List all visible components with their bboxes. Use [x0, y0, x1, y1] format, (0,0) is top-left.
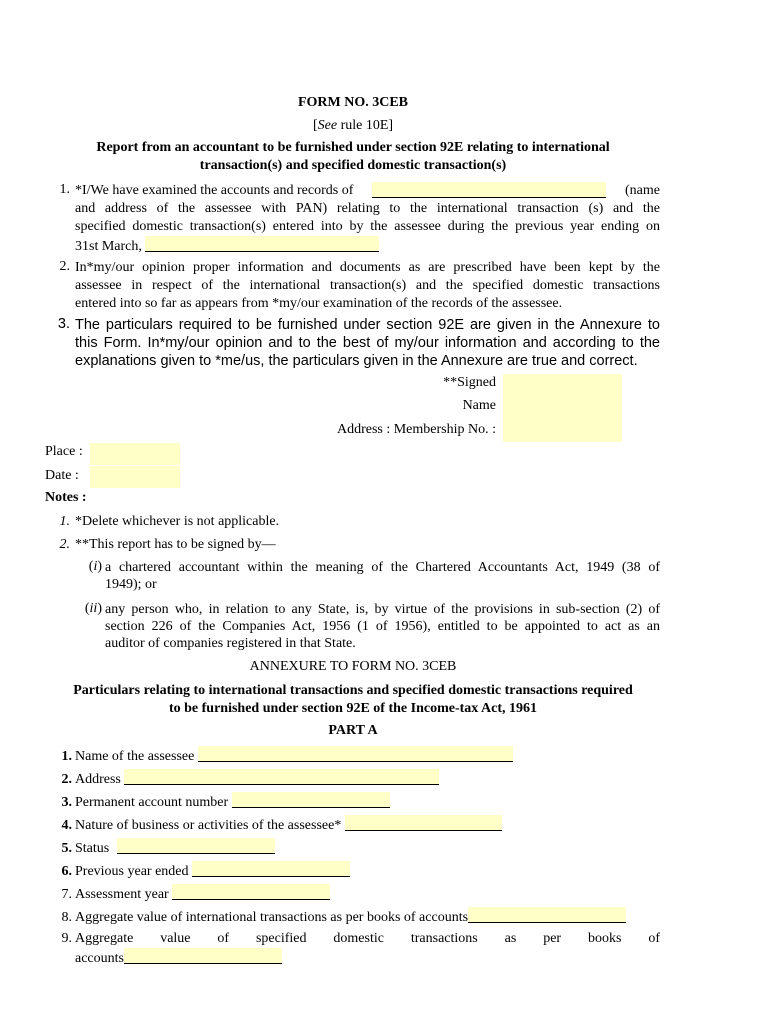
annexure-heading-line2: to be furnished under section 92E of the Income-tax Act, 1961 [168, 701, 537, 716]
assessment-year-field[interactable] [172, 884, 330, 900]
parta-item-4: 4. Nature of business or activities of the assessee* [52, 815, 502, 835]
parta-item-8: 8. Aggregate value of international transactions as per books of accounts [52, 907, 626, 927]
place-field[interactable] [90, 443, 180, 465]
note2-text: **This report has to be signed by— [75, 537, 276, 552]
domestic-value-field[interactable] [124, 948, 282, 964]
para3-number: 3. [57, 316, 70, 332]
year-ending-field[interactable] [145, 236, 379, 252]
para1-line3: specified domestic transaction(s) entered into by the assessee during the previous year ending on [75, 219, 660, 234]
para3 [75, 316, 660, 370]
report-heading-line1: Report from an accountant to be furnished under section 92E relating to international [96, 140, 610, 155]
annexure-title: ANNEXURE TO FORM NO. 3CEB [249, 659, 457, 674]
para3-line1: The particulars required to be furnished under section 92E are given in the Annexure to [75, 317, 660, 333]
parta-item-9-label: Aggregate value of specified domestic transactions as per books of [75, 931, 660, 946]
parta-item-1: 1. Name of the assessee [52, 746, 513, 766]
para2 [75, 259, 660, 313]
subnote-ii-line3: auditor of companies registered in that State. [105, 636, 356, 651]
nature-of-business-field[interactable] [345, 815, 502, 831]
note2-number: 2. [59, 537, 70, 552]
subnote-i [105, 559, 660, 593]
para2-line2: assessee in respect of the international transaction(s) and the specified domestic transactions [75, 278, 660, 293]
report-heading-line2: transaction(s) and specified domestic transaction(s) [199, 158, 507, 173]
para1-text-a: *I/We have examined the accounts and records of [75, 183, 354, 198]
part-a-title: PART A [328, 723, 378, 738]
para3-line3: explanations given to *me/us, the particulars given in the Annexure are true and correct. [75, 353, 638, 369]
para3-line2: this Form. In*my/our opinion and to the best of my/our information and according to the [75, 335, 660, 351]
parta-item-9: 9. Aggregate value of specified domestic transactions as per books of [61, 931, 660, 946]
para1-line2: and address of the assessee with PAN) relating to the international transaction (s) and the [75, 201, 660, 216]
subnote-ii-number: (ii) [84, 601, 102, 616]
para2-number: 2. [59, 259, 70, 274]
note1-text: *Delete whichever is not applicable. [75, 514, 280, 529]
subnote-ii [105, 601, 660, 652]
subnote-i-line1: a chartered accountant within the meaning of the Chartered Accountants Act, 1949 (38 of [105, 560, 660, 575]
international-value-field[interactable] [468, 907, 626, 923]
subnote-i-line2: 1949); or [105, 577, 157, 592]
para1-line4: 31st March, [75, 239, 142, 254]
para1 [75, 182, 660, 256]
date-label: Date : [45, 468, 79, 483]
signature-fields-box[interactable] [503, 374, 622, 442]
para2-line3: entered into so far as appears from *my/our examination of the records of the assessee. [75, 296, 563, 311]
subnote-ii-line1: any person who, in relation to any State, is, by virtue of the provisions in sub-section (2) of [105, 602, 660, 617]
parta-item-6: 6. Previous year ended [52, 861, 350, 881]
subnote-i-number: (i) [88, 559, 102, 574]
name-label: Name [462, 398, 496, 413]
note1-number: 1. [59, 514, 70, 529]
assessee-records-field[interactable] [372, 182, 606, 198]
rule-reference: [See rule 10E] [312, 118, 394, 133]
form-title: FORM NO. 3CEB [297, 95, 409, 110]
subnote-ii-line2: section 226 of the Companies Act, 1956 (1 of 1956), entitled to be appointed to act as an [105, 619, 660, 634]
previous-year-field[interactable] [192, 861, 350, 877]
parta-item-3: 3. Permanent account number [52, 792, 390, 812]
para1-number: 1. [59, 182, 70, 197]
pan-field[interactable] [232, 792, 390, 808]
parta-item-9-line2: accounts [75, 948, 282, 968]
para1-text-b: (name [625, 183, 660, 198]
para2-line1: In*my/our opinion proper information and documents as are prescribed have been kept by the [75, 260, 660, 275]
assessee-name-field[interactable] [198, 746, 513, 762]
parta-item-7: 7. Assessment year [52, 884, 330, 904]
status-field[interactable] [117, 838, 275, 854]
place-label: Place : [45, 444, 83, 459]
date-field[interactable] [90, 466, 180, 488]
annexure-heading-line1: Particulars relating to international transactions and specified domestic transactions required [73, 683, 633, 698]
address-field[interactable] [124, 769, 439, 785]
parta-item-5: 5. Status [52, 838, 275, 858]
parta-item-2: 2. Address [52, 769, 439, 789]
address-membership-label: Address : Membership No. : [336, 422, 496, 437]
notes-label: Notes : [45, 490, 87, 505]
signed-label: **Signed [443, 375, 496, 390]
